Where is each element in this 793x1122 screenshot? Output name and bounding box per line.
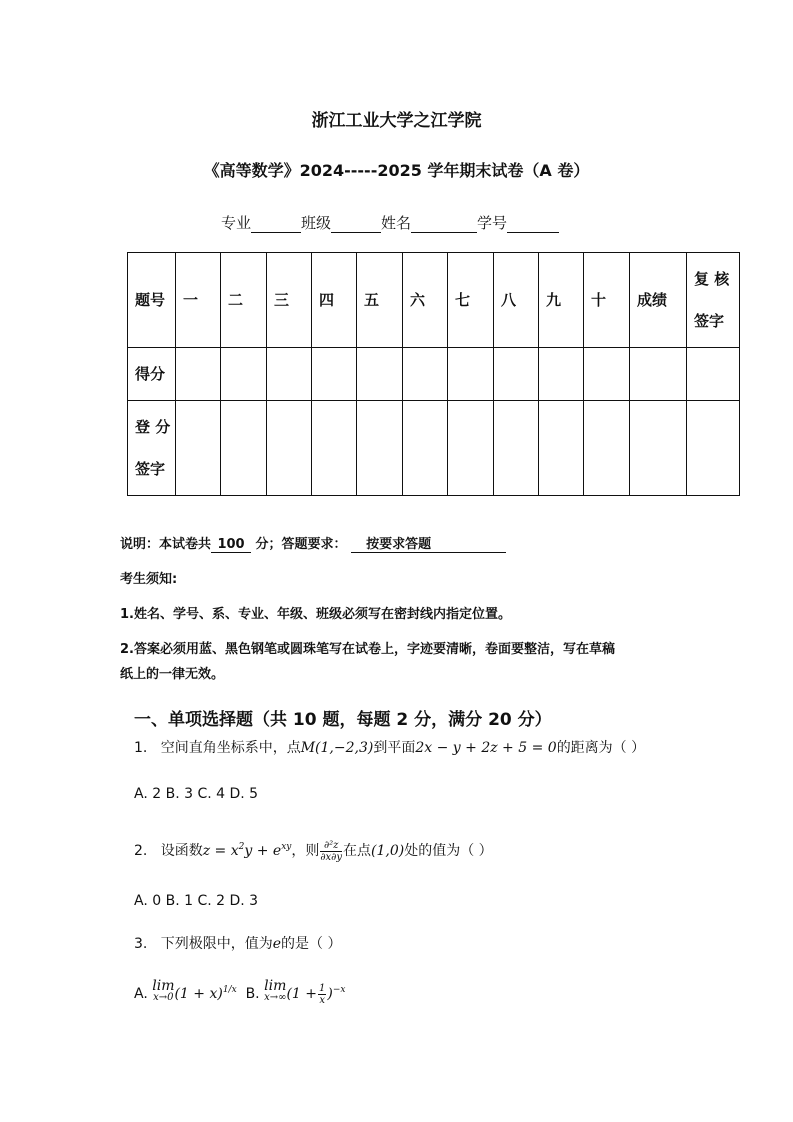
id-label: 学号 (477, 214, 508, 232)
register-label-line2: 签字 (135, 460, 166, 478)
question-1 (134, 738, 645, 758)
total-score-value: 100 (211, 537, 251, 553)
limit-a-expression: (1 + x) (174, 986, 223, 1002)
name-blank[interactable] (411, 216, 477, 233)
score-cell[interactable] (584, 348, 630, 401)
question-text: 空间直角坐标系中，点 (160, 740, 301, 756)
table-cell: 四 (312, 253, 357, 348)
register-row-label (128, 401, 176, 496)
table-cell: 八 (494, 253, 539, 348)
register-cell[interactable] (176, 401, 221, 496)
question-text: 在点 (343, 843, 371, 859)
notice-item-1: 1.姓名、学号、系、专业、年级、班级必须写在密封线内指定位置。 (120, 607, 511, 622)
score-cell[interactable] (221, 348, 267, 401)
table-cell: 五 (357, 253, 403, 348)
partial-derivative-fraction: $\frac{\text{∂²z}}{\partial x\partial y}$ (320, 839, 342, 863)
score-cell[interactable] (630, 348, 687, 401)
question-text: 下列极限中，值为 (160, 936, 273, 952)
question-number: 2. (134, 843, 148, 859)
student-info-row (221, 212, 559, 233)
limit-b: lim x→∞ (264, 978, 287, 1003)
table-cell: 七 (448, 253, 494, 348)
limit-b-fraction: $\frac{1}{x}$ (319, 982, 326, 1006)
option-b-label: B. (245, 986, 260, 1002)
register-cell[interactable] (584, 401, 630, 496)
review-sign-line2: 签字 (694, 312, 725, 330)
register-cell[interactable] (630, 401, 687, 496)
score-cell[interactable] (176, 348, 221, 401)
question-2-options: A. 0 B. 1 C. 2 D. 3 (134, 893, 259, 909)
score-row-label: 得分 (128, 348, 176, 401)
register-cell[interactable] (494, 401, 539, 496)
register-cell[interactable] (403, 401, 448, 496)
score-cell[interactable] (448, 348, 494, 401)
review-sign-cell (687, 253, 740, 348)
question-number: 3. (134, 936, 148, 952)
math-function: $z = x^2y + e^{xy}$ (202, 842, 292, 859)
score-cell[interactable] (403, 348, 448, 401)
id-blank[interactable] (507, 216, 559, 233)
question-text: 处的值为（ ） (404, 843, 493, 859)
register-cell[interactable] (687, 401, 740, 496)
question-2 (134, 834, 493, 864)
notice-item-2-line2: 纸上的一律无效。 (120, 667, 225, 682)
math-plane: 2x − y + 2z + 5 = 0 (415, 740, 557, 756)
limit-b-exponent: −x (332, 985, 346, 995)
table-cell: 十 (584, 253, 630, 348)
limit-b-expression: (1 + (286, 986, 318, 1002)
major-label: 专业 (221, 214, 252, 232)
review-sign-line1: 复 核 (694, 270, 730, 288)
exam-title: 《高等数学》2024-----2025 学年期末试卷（A 卷） (203, 161, 590, 180)
major-blank[interactable] (251, 216, 301, 233)
register-cell[interactable] (267, 401, 312, 496)
score-cell[interactable] (357, 348, 403, 401)
desc-prefix: 说明：本试卷共 (120, 537, 212, 552)
notice-item-2-line1: 2.答案必须用蓝、黑色钢笔或圆珠笔写在试卷上，字迹要清晰，卷面要整洁，写在草稿 (120, 642, 615, 657)
question-text: ，则 (291, 843, 320, 859)
score-cell[interactable] (687, 348, 740, 401)
question-text: 的是（ ） (281, 936, 342, 952)
table-cell: 六 (403, 253, 448, 348)
score-cell[interactable] (312, 348, 357, 401)
limit-a: lim x→0 (152, 978, 175, 1003)
table-cell: 题号 (128, 253, 176, 348)
math-point: M(1,−2,3) (300, 740, 374, 756)
question-text: 设函数 (160, 843, 203, 859)
score-row (128, 348, 740, 401)
math-point: (1,0) (371, 843, 405, 859)
option-a-label: A. (134, 986, 148, 1002)
score-cell[interactable] (494, 348, 539, 401)
class-blank[interactable] (331, 216, 381, 233)
question-number: 1. (134, 740, 148, 756)
table-cell: 三 (267, 253, 312, 348)
section-1-title: 一、单项选择题（共 10 题，每题 2 分，满分 20 分） (134, 710, 552, 730)
limit-a-exponent: 1/x (222, 985, 237, 995)
table-cell: 一 (176, 253, 221, 348)
register-label-line1: 登 分 (135, 418, 171, 436)
register-cell[interactable] (539, 401, 584, 496)
table-cell: 九 (539, 253, 584, 348)
register-cell[interactable] (221, 401, 267, 496)
register-row (128, 401, 740, 496)
register-cell[interactable] (357, 401, 403, 496)
table-cell: 二 (221, 253, 267, 348)
register-cell[interactable] (312, 401, 357, 496)
question-text: 到平面 (373, 740, 416, 756)
score-table (127, 252, 740, 496)
question-3 (134, 934, 341, 954)
score-cell[interactable] (539, 348, 584, 401)
desc-middle: 分；答题要求： (255, 537, 347, 552)
limit-b-close: ) (327, 986, 333, 1002)
class-label: 班级 (301, 214, 332, 232)
question-3-options (134, 980, 345, 1006)
school-name: 浙江工业大学之江学院 (311, 111, 482, 131)
table-header-row (128, 253, 740, 348)
requirement-value: 按要求答题 (351, 533, 506, 553)
exam-description (120, 533, 506, 553)
question-text: 的距离为（ ） (556, 740, 646, 756)
name-label: 姓名 (381, 214, 412, 232)
math-e: e (272, 936, 282, 952)
notice-title: 考生须知: (120, 572, 178, 587)
score-cell[interactable] (267, 348, 312, 401)
register-cell[interactable] (448, 401, 494, 496)
table-cell: 成绩 (630, 253, 687, 348)
question-1-options: A. 2 B. 3 C. 4 D. 5 (134, 786, 259, 802)
